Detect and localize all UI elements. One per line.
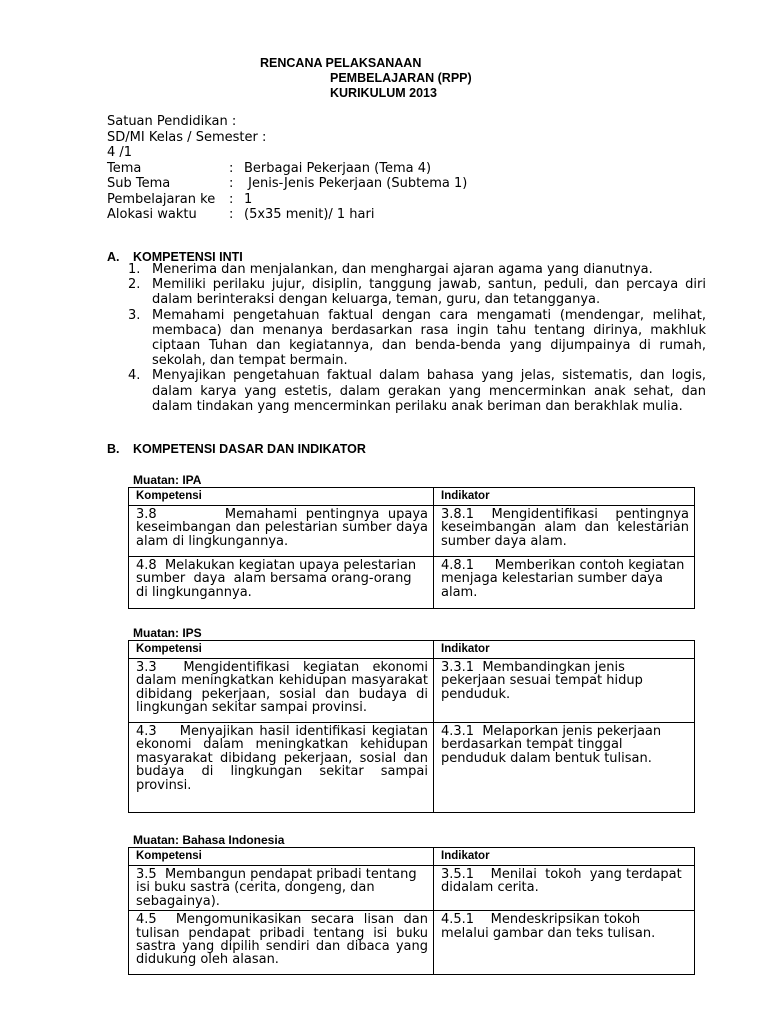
indikator-cell: 3.8.1 Mengidentifikasi pentingnya keseimbangan alam dan kelestarian sumber daya alam.	[434, 506, 695, 557]
alokasi-value: (5x35 menit)/ 1 hari	[244, 207, 375, 222]
indikator-cell: 4.3.1 Melaporkan jenis pekerjaan berdasarkan tempat tinggal penduduk dalam bentuk tulisan.	[434, 723, 695, 813]
tema-colon: :	[229, 160, 234, 176]
column-header-indikator: Indikator	[434, 641, 695, 659]
item-text: Menyajikan pengetahuan faktual dalam bahasa yang jelas, sistematis, dan logis, dalam karya yang estetis, dalam gerakan yang mencerminkan anak sehat, dan dalam tindakan yang mencerminkan perilaku anak beriman dan berakhlak mulia.	[152, 368, 706, 414]
doc-title-line2: PEMBELAJARAN (RPP)	[330, 71, 472, 85]
item-text: Memahami pengetahuan faktual dengan cara mengamati (mendengar, melihat, membaca) dan menanya berdasarkan rasa ingin tahu tentang dirinya, makhluk ciptaan Tuhan dan kegiatannya, dan benda-benda yang dijumpainya di rumah, sekolah, dan tempat bermain.	[152, 307, 706, 369]
column-header-indikator: Indikator	[434, 848, 695, 866]
column-header-kompetensi: Kompetensi	[129, 641, 434, 659]
table-header-row	[129, 488, 695, 506]
tema-value: Berbagai Pekerjaan (Tema 4)	[244, 160, 432, 176]
item-text: Menerima dan menjalankan, dan menghargai ajaran agama yang dianutnya.	[152, 262, 653, 277]
section-b-letter: B.	[107, 442, 120, 456]
list-item	[128, 277, 706, 307]
table-row	[129, 866, 695, 911]
table-row	[129, 723, 695, 813]
pembelajaran-value: 1	[244, 191, 253, 207]
kompetensi-cell: 3.8 Memahami pentingnya upaya keseimbangan dan pelestarian sumber daya alam di lingkungannya.	[129, 506, 434, 557]
subtema-value: Jenis-Jenis Pekerjaan (Subtema 1)	[244, 176, 468, 191]
kelas-value: 4 /1	[107, 145, 133, 160]
muatan-ipa-label: Muatan: IPA	[133, 473, 202, 487]
pembelajaran-label: Pembelajaran ke	[107, 191, 216, 207]
table-row	[129, 506, 695, 557]
kompetensi-cell: 4.5 Mengomunikasikan secara lisan dan tulisan pendapat pribadi tentang isi buku sastra yang dipilih sendiri dan dibaca yang didukung oleh alasan.	[129, 911, 434, 975]
item-number: 3.	[128, 307, 141, 323]
section-a-title: KOMPETENSI INTI	[133, 250, 243, 264]
column-header-kompetensi: Kompetensi	[129, 488, 434, 506]
item-text: Memiliki perilaku jujur, disiplin, tanggung jawab, santun, peduli, dan percaya diri dalam berinteraksi dengan keluarga, teman, guru, dan tetangganya.	[152, 277, 706, 308]
column-header-kompetensi: Kompetensi	[129, 848, 434, 866]
muatan-bahasa-label: Muatan: Bahasa Indonesia	[133, 833, 285, 847]
kompetensi-cell: 4.8 Melakukan kegiatan upaya pelestarian sumber daya alam bersama orang-orang di lingkungannya.	[129, 557, 434, 609]
pembelajaran-colon: :	[229, 191, 234, 207]
alokasi-colon: :	[229, 207, 234, 222]
kd-table-ipa	[128, 487, 695, 609]
table-header-row	[129, 641, 695, 659]
indikator-cell: 4.8.1 Memberikan contoh kegiatan menjaga kelestarian sumber daya alam.	[434, 557, 695, 609]
kd-table-ips	[128, 640, 695, 813]
item-number: 2.	[128, 277, 141, 293]
table-header-row	[129, 848, 695, 866]
indikator-cell: 3.5.1 Menilai tokoh yang terdapat didalam cerita.	[434, 866, 695, 911]
kompetensi-cell: 3.3 Mengidentifikasi kegiatan ekonomi dalam meningkatkan kehidupan masyarakat dibidang pekerjaan, sosial dan budaya di lingkungan sekitar sampai provinsi.	[129, 659, 434, 723]
indikator-cell: 4.5.1 Mendeskripsikan tokoh melalui gambar dan teks tulisan.	[434, 911, 695, 975]
list-item	[128, 308, 706, 369]
satuan-label: Satuan Pendidikan :	[107, 114, 237, 129]
kelas-label: SD/MI Kelas / Semester :	[107, 129, 267, 145]
table-row	[129, 557, 695, 609]
table-row	[129, 659, 695, 723]
section-b-heading	[107, 442, 366, 456]
section-a-letter: A.	[107, 250, 120, 264]
kompetensi-inti-list	[128, 262, 706, 414]
indikator-cell: 3.3.1 Membandingkan jenis pekerjaan sesuai tempat hidup penduduk.	[434, 659, 695, 723]
tema-label: Tema	[107, 160, 142, 176]
kompetensi-cell: 3.5 Membangun pendapat pribadi tentang isi buku sastra (cerita, dongeng, dan sebagainya).	[129, 866, 434, 911]
section-b-title: KOMPETENSI DASAR DAN INDIKATOR	[133, 442, 366, 456]
subtema-colon: :	[229, 176, 234, 191]
list-item	[128, 262, 706, 277]
doc-title-line1: RENCANA PELAKSANAAN	[260, 56, 422, 70]
doc-title-line3: KURIKULUM 2013	[330, 86, 437, 100]
kompetensi-cell: 4.3 Menyajikan hasil identifikasi kegiatan ekonomi dalam meningkatkan kehidupan masyarakat dibidang pekerjaan, sosial dan budaya di lingkungan sekitar sampai provinsi.	[129, 723, 434, 813]
table-row	[129, 911, 695, 975]
kd-table-bahasa-indonesia	[128, 847, 695, 975]
column-header-indikator: Indikator	[434, 488, 695, 506]
item-number: 4.	[128, 368, 141, 384]
alokasi-label: Alokasi waktu	[107, 207, 197, 222]
list-item	[128, 368, 706, 414]
muatan-ips-label: Muatan: IPS	[133, 626, 202, 640]
item-number: 1.	[128, 262, 141, 277]
subtema-label: Sub Tema	[107, 176, 171, 191]
